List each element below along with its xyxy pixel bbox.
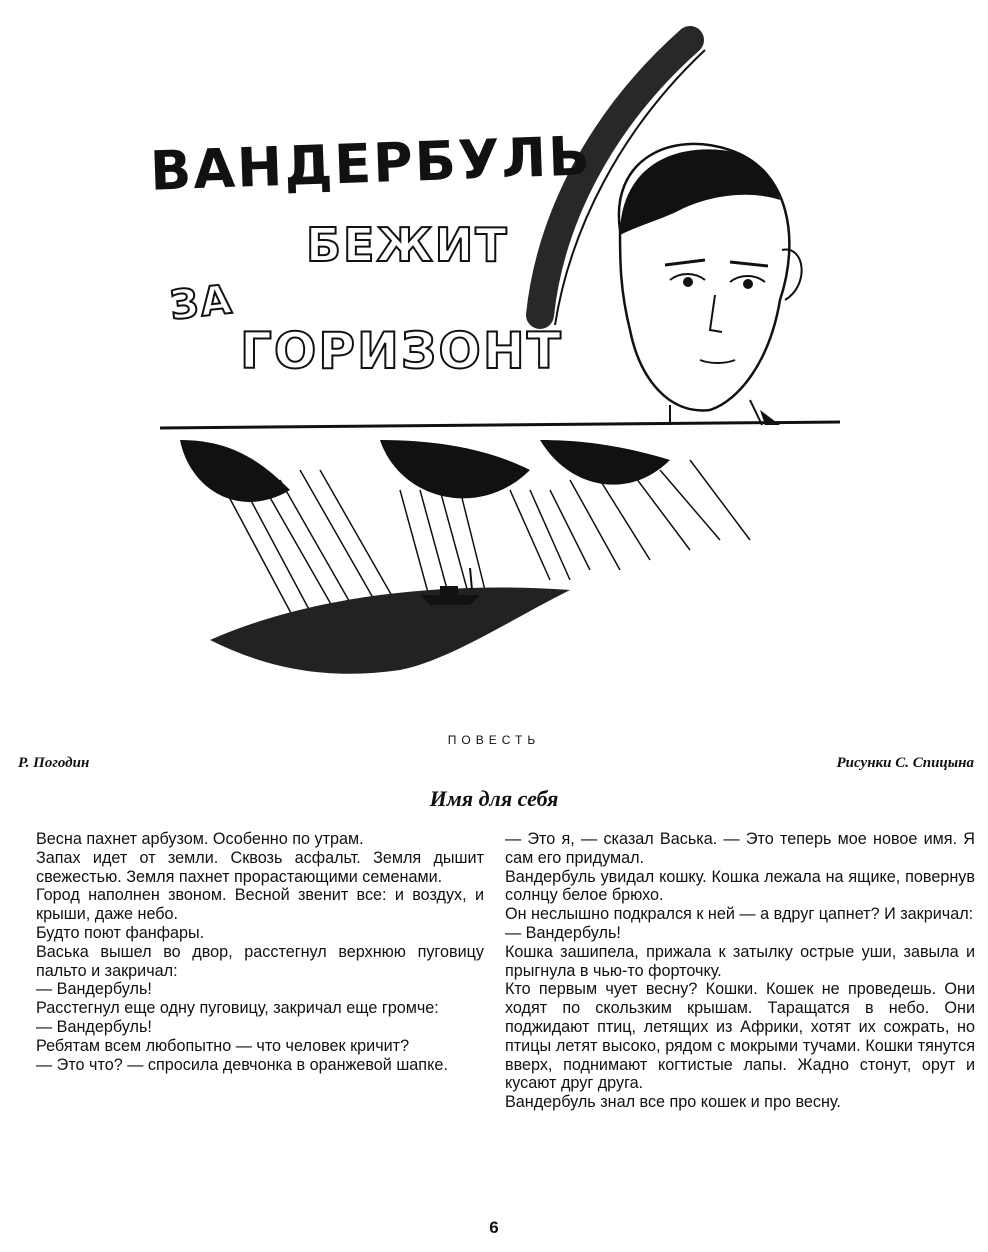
- illustrator-credit: Рисунки С. Спицына: [836, 755, 974, 771]
- paragraph: Будто поют фанфары.: [36, 923, 205, 942]
- paragraph: — Вандербуль!: [36, 1017, 152, 1036]
- paragraph: Он неслышно подкрался к ней — а вдруг цапнет? И закричал:: [505, 905, 974, 924]
- title-word-2: БЕЖИТ: [306, 218, 509, 272]
- paragraph: Весна пахнет арбузом. Особенно по утрам.: [36, 830, 364, 848]
- title-word-4: ГОРИЗОНТ: [240, 322, 563, 380]
- paragraph: — Вандербуль!: [505, 923, 621, 942]
- paragraph: Запах идет от земли. Сквозь асфальт. Земля дышит свежестью. Земля пахнет прорастающими семенами.: [36, 848, 484, 886]
- paragraph: Васька вышел во двор, расстегнул верхнюю пуговицу пальто и закричал:: [36, 942, 484, 980]
- paragraph: — Вандербуль!: [36, 980, 152, 999]
- paragraph: — Это я, — сказал Васька. — Это теперь мое новое имя. Я сам его придумал.: [505, 830, 975, 867]
- page-number: 6: [489, 1218, 499, 1237]
- author-name: Р. Погодин: [18, 755, 90, 771]
- paragraph: Вандербуль знал все про кошек и про весну.: [505, 1093, 841, 1112]
- left-text-column: [36, 830, 484, 1074]
- paragraph: Кто первым чует весну? Кошки. Кошек не проведешь. Они ходят по скользким крышам. Таращатся в небо. Они поджидают птиц, летящих из Африки, хотят их сожрать, но птицы летят высоко, рядом с мокрыми тучами. Кошки тянутся вверх, поднимают когтистые лапы. Жадно стонут, орут и кусают друг друга.: [505, 980, 975, 1093]
- chapter-title: Имя для себя: [429, 786, 559, 811]
- title-word-1: ВАНДЕРБУЛЬ: [149, 124, 593, 203]
- paragraph: — Это что? — спросила девчонка в оранжевой шапке.: [36, 1055, 448, 1074]
- right-text-column: [505, 830, 975, 1112]
- paragraph: Кошка зашипела, прижала к затылку острые уши, завыла и прыгнула в чью-то форточку.: [505, 942, 975, 980]
- paragraph: Город наполнен звоном. Весной звенит все: и воздух, и крыши, даже небо.: [36, 886, 484, 924]
- paragraph: Расстегнул еще одну пуговицу, закричал еще громче:: [36, 999, 439, 1018]
- title-word-3: ЗА: [167, 276, 236, 330]
- paragraph: Ребятам всем любопытно — что человек кричит?: [36, 1036, 410, 1055]
- genre-label: ПОВЕСТЬ: [447, 733, 541, 747]
- paragraph: Вандербуль увидал кошку. Кошка лежала на ящике, повернув солнцу белое брюхо.: [505, 867, 975, 905]
